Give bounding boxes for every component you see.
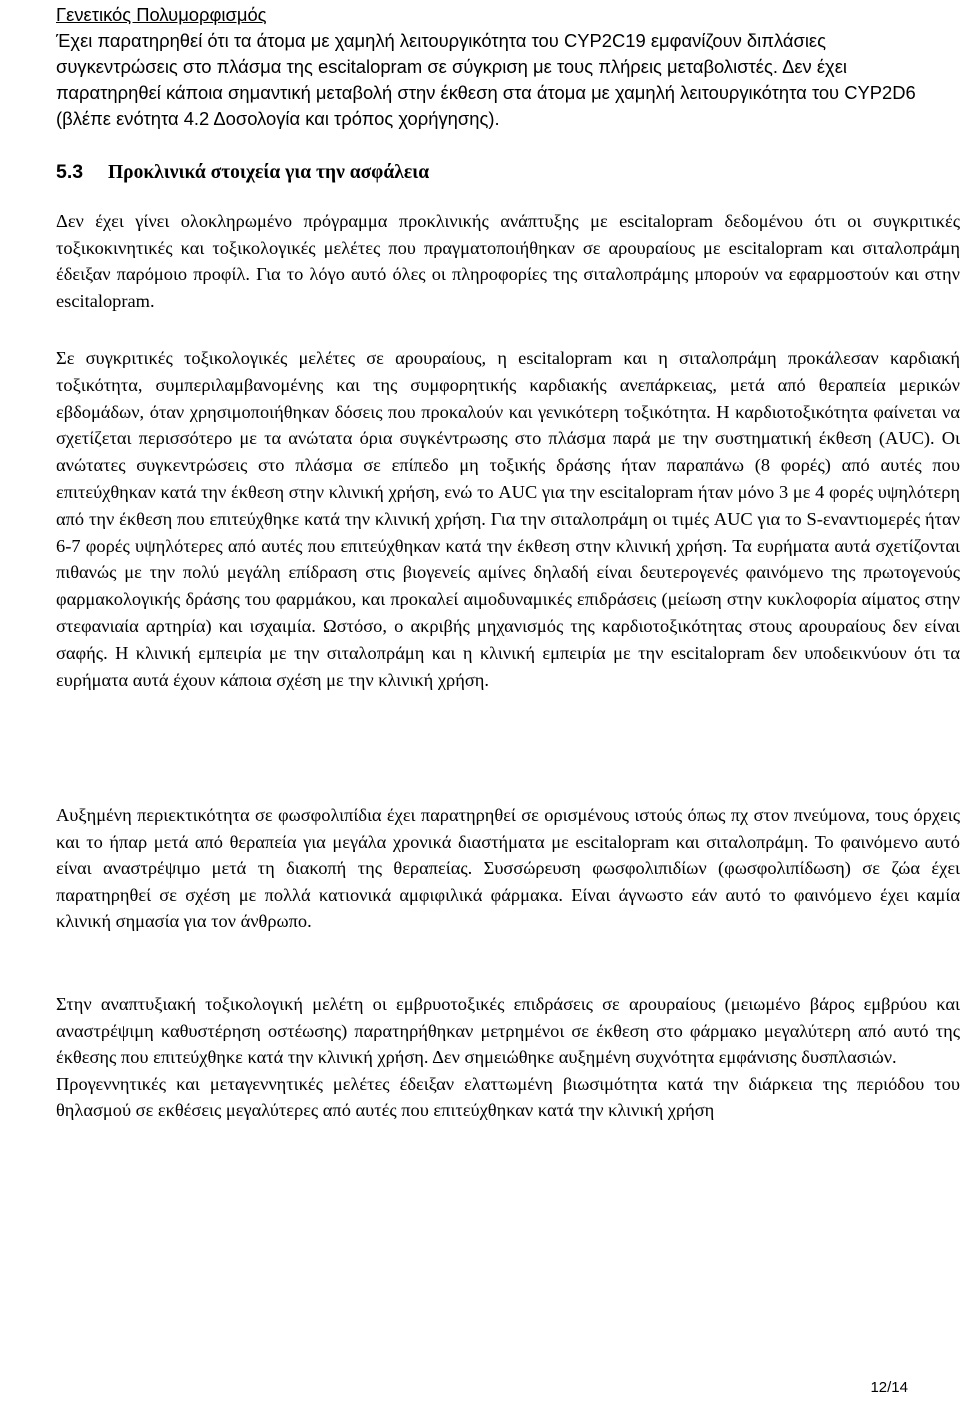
intro-paragraph: Έχει παρατηρηθεί ότι τα άτομα με χαμηλή λειτουργικότητα του CYP2C19 εμφανίζουν διπλάσιες συγκεντρώσεις στο πλάσμα της escitalopram σε σύγκριση με τους πλήρεις μεταβολιστές. Δεν έχει παρατηρηθεί κάποια σημαντική μεταβολή στην έκθεση στα άτομα με χαμηλή λειτουργικότητα του CYP2D6 (βλέπε ενότητα 4.2 Δοσολογία και τρόπος χορήγησης). [56, 30, 916, 129]
page-number: 12/14 [870, 1379, 908, 1396]
paragraph-3: Αυξημένη περιεκτικότητα σε φωσφολιπίδια έχει παρατηρηθεί σε ορισμένους ιστούς όπως πχ στον πνεύμονα, τους όρχεις και το ήπαρ μετά από θεραπεία για μεγάλα χρονικά διαστήματα με escitalopram και σιταλοπράμη. Το φαινόμενο αυτό είναι αναστρέψιμο μετά τη διακοπή της θεραπείας. Συσσώρευση φωσφολιπιδίων (φωσφολιπίδωση) σε ζώα έχει παρατηρηθεί σε σχέση με πολλά κατιονικά αμφιφιλικά φάρμακα. Είναι άγνωστο εάν αυτό το φαινόμενο έχει καμία κλινική σημασία για τον άνθρωπο. [56, 805, 960, 932]
subheading-genetic-polymorphism: Γενετικός Πολυμορφισμός [56, 4, 267, 25]
section-heading [56, 159, 429, 186]
genetic-polymorphism-block [56, 2, 936, 132]
paragraph-2: Σε συγκριτικές τοξικολογικές μελέτες σε αρουραίους, η escitalopram και η σιταλοπράμη προκάλεσαν καρδιακή τοξικότητα, συμπεριλαμβανομένης και της συμφορητικής καρδιακής ανεπάρκειας, μετά από θεραπεία μερικών εβδομάδων, όταν χρησιμοποιήθηκαν δόσεις που προκαλούν και γενικότερη τοξικότητα. Η καρδιοτοξικότητα φαίνεται να σχετίζεται περισσότερο με τα ανώτατα όρια συγκέντρωσης στο πλάσμα παρά με την συστηματική έκθεση (AUC). Οι ανώτατες συγκεντρώσεις στο πλάσμα σε επίπεδο μη τοξικής δράσης ήταν παραπάνω (8 φορές) από αυτές που επιτεύχθηκαν κατά την έκθεση στην κλινική χρήση, ενώ το AUC για την escitalopram ήταν μόνο 3 με 4 φορές υψηλότερη από την έκθεση που επιτεύχθηκε κατά την κλινική χρήση. Για την σιταλοπράμη οι τιμές AUC για το S-εναντιομερές ήταν 6-7 φορές υψηλότερες από αυτές που επιτεύχθηκαν κατά την έκθεση στην κλινική χρήση. Τα ευρήματα αυτά σχετίζονται πιθανώς με την πολύ μεγάλη επίδραση στις βιογενείς αμίνες δηλαδή είναι δευτερογενές φαινόμενο της πρωτογενούς φαρμακολογικής δράσης του φαρμάκου, και προκαλεί αιμοδυναμικές επιδράσεις (μείωση στην κυκλοφορία αίματος στην στεφανιαία αρτηρία) και ισχαιμία. Ωστόσο, ο ακριβής μηχανισμός της καρδιοτοξικότητας στους αρουραίους δεν είναι σαφής. Η κλινική εμπειρία με την σιταλοπράμη και η κλινική εμπειρία με την escitalopram δεν υποδεικνύουν ότι τα ευρήματα αυτά έχουν κάποια σχέση με την κλινική χρήση. [56, 348, 960, 690]
section-number: 5.3 [56, 161, 84, 183]
paragraph-1: Δεν έχει γίνει ολοκληρωμένο πρόγραμμα προκλινικής ανάπτυξης με escitalopram δεδομένου ότι οι συγκριτικές τοξικοκινητικές και τοξικολογικές μελέτες που πραγματοποιήθηκαν σε αρουραίους με escitalopram και σιταλοπράμη έδειξαν παρόμοιο προφίλ. Για το λόγο αυτό όλες οι πληροφορίες της σιταλοπράμης μπορούν να εφαρμοστούν και στην escitalopram. [56, 211, 960, 311]
section-title: Προκλινικά στοιχεία για την ασφάλεια [108, 162, 430, 183]
paragraph-4: Στην αναπτυξιακή τοξικολογική μελέτη οι εμβρυοτοξικές επιδράσεις σε αρουραίους (μειωμένο βάρος εμβρύου και αναστρέψιμη καθυστέρηση οστέωσης) παρατηρήθηκαν μετρημένοι σε έκθεση στο φάρμακο μεγαλύτερη από αυτό της έκθεσης που επιτεύχθηκε κατά την κλινική χρήση. Δεν σημειώθηκε αυξημένη συχνότητα εμφάνισης δυσπλασιών. Προγεννητικές και μεταγεννητικές μελέτες έδειξαν ελαττωμένη βιωσιμότητα κατά την διάρκεια της περιόδου του θηλασμού σε εκθέσεις μεγαλύτερες από αυτές που επιτεύχθηκαν κατά την κλινική χρήση [56, 994, 960, 1120]
